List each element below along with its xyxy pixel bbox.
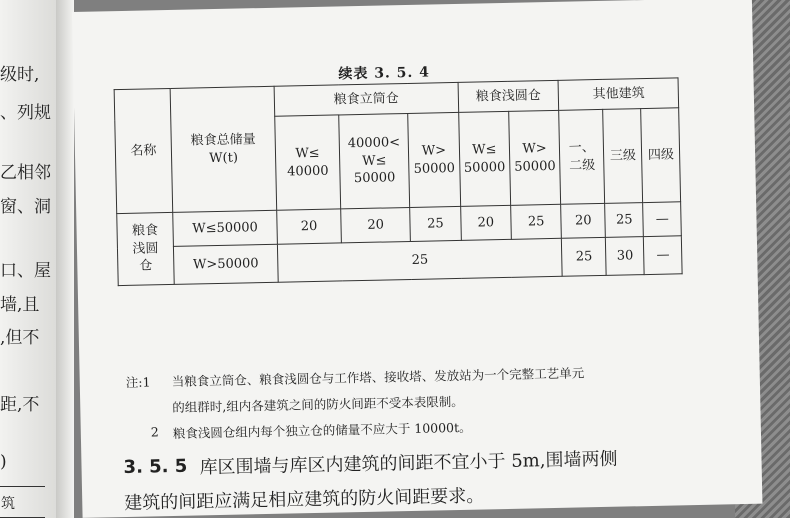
right-page (72, 0, 762, 518)
table-cell: 20 (341, 207, 411, 242)
row-capacity: W>50000 (173, 244, 278, 284)
row-capacity: W≤50000 (173, 210, 278, 246)
table-cell: — (644, 236, 683, 275)
note-1-prefix: 注:1 (125, 374, 151, 390)
header-group-other: 其他建筑 (558, 78, 679, 111)
left-page-text (0, 0, 60, 518)
table-cell: 20 (460, 205, 511, 240)
table-cell: 20 (277, 209, 342, 244)
header-col: W> 50000 (509, 110, 561, 205)
header-col: 三级 (603, 109, 643, 204)
left-line: 乙相邻 (0, 163, 51, 183)
table-cell: 30 (606, 237, 645, 276)
note-2-number: 2 (150, 424, 159, 440)
note-1-line-1: 当粮食立筒仓、粮食浅圆仓与工作塔、接收塔、发放站为一个完整工艺单元 (171, 365, 585, 389)
header-group-silo: 粮食立筒仓 (274, 82, 458, 116)
header-col: W≤ 50000 (458, 111, 510, 206)
table-cell: 20 (561, 203, 606, 238)
header-col: W≤ 40000 (275, 115, 341, 210)
table-cell: — (643, 202, 682, 237)
left-line: 级时, (0, 65, 40, 85)
fire-distance-table (114, 77, 683, 286)
left-line: 筑 (1, 496, 15, 512)
left-line: 、列规 (0, 103, 51, 123)
header-group-round: 粮食浅圆仓 (458, 80, 559, 112)
section-number: 3. 5. 5 (123, 455, 188, 479)
section-line-2: 建筑的间距应满足相应建筑的防火间距要求。 (124, 485, 485, 515)
section-line-1: 库区围墙与库区内建筑的间距不宜小于 5m,围墙两侧 (199, 448, 618, 479)
left-line: 距,不 (0, 395, 40, 415)
row-group-label: 粮食浅圆仓 (117, 212, 174, 285)
table-cell-merged: 25 (277, 238, 562, 282)
left-line: ) (0, 452, 7, 472)
note-2-line: 粮食浅圆仓组内每个独立仓的储量不应大于 10000t。 (172, 419, 472, 441)
left-line: ,但不 (0, 328, 40, 348)
table-caption: 续表 3. 5. 4 (338, 64, 431, 83)
left-line: 窗、洞 (0, 197, 51, 217)
header-col: W> 50000 (408, 112, 460, 207)
table-cell: 25 (562, 237, 607, 276)
left-line: 口、屋 (0, 261, 51, 281)
left-table-fragment (0, 486, 45, 518)
header-col: 四级 (641, 108, 681, 203)
table-cell: 25 (605, 203, 644, 238)
header-col: 40000< W≤ 50000 (339, 113, 410, 208)
header-capacity: 粮食总储量W(t) (170, 86, 277, 212)
table-cell: 25 (410, 206, 461, 241)
header-col: 一、 二级 (559, 109, 605, 204)
table-cell: 25 (511, 204, 562, 239)
header-name: 名称 (114, 88, 173, 213)
left-line: 墙,且 (0, 295, 40, 315)
note-1-line-2: 的组群时,组内各建筑之间的防火间距不受本表限制。 (172, 393, 464, 415)
